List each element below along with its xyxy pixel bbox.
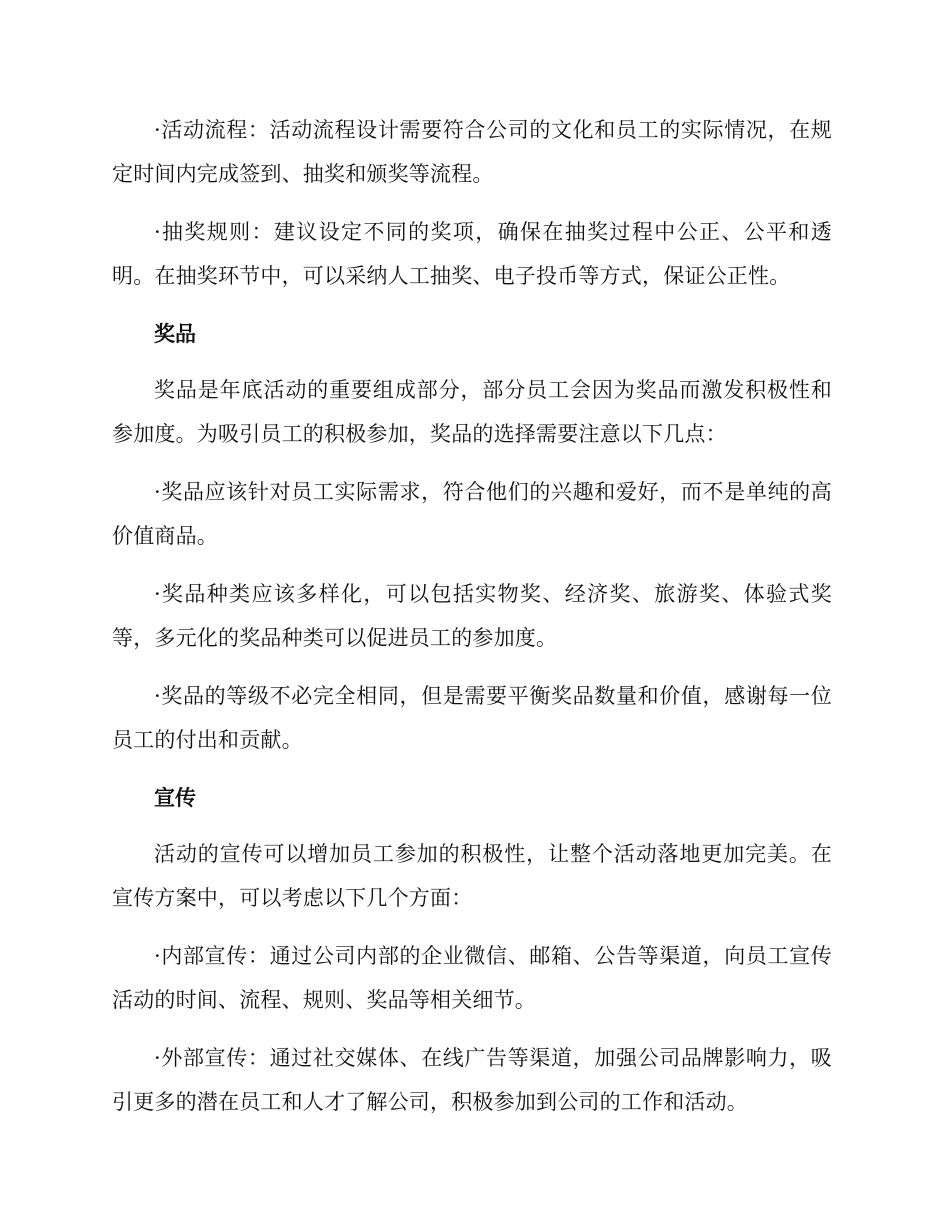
bullet-prize-variety: ·奖品种类应该多样化，可以包括实物奖、经济奖、旅游奖、体验式奖等，多元化的奖品种类可以促进员工的参加度。 bbox=[112, 582, 832, 650]
promotion-intro: 活动的宣传可以增加员工参加的积极性，让整个活动落地更加完美。在宣传方案中，可以考虑以下几个方面： bbox=[112, 842, 832, 910]
prizes-intro: 奖品是年底活动的重要组成部分，部分员工会因为奖品而激发积极性和参加度。为吸引员工的积极参加，奖品的选择需要注意以下几点： bbox=[112, 378, 832, 446]
bullet-external-promotion: ·外部宣传：通过社交媒体、在线广告等渠道，加强公司品牌影响力，吸引更多的潜在员工和人才了解公司，积极参加到公司的工作和活动。 bbox=[112, 1046, 832, 1114]
heading-prizes: 奖品 bbox=[154, 322, 196, 346]
bullet-prize-levels: ·奖品的等级不必完全相同，但是需要平衡奖品数量和价值，感谢每一位员工的付出和贡献。 bbox=[112, 684, 832, 752]
bullet-internal-promotion: ·内部宣传：通过公司内部的企业微信、邮箱、公告等渠道，向员工宣传活动的时间、流程、规则、奖品等相关细节。 bbox=[112, 944, 832, 1012]
bullet-prize-needs: ·奖品应该针对员工实际需求，符合他们的兴趣和爱好，而不是单纯的高价值商品。 bbox=[112, 480, 832, 548]
heading-promotion: 宣传 bbox=[154, 786, 196, 810]
bullet-activity-flow: ·活动流程：活动流程设计需要符合公司的文化和员工的实际情况，在规定时间内完成签到、抽奖和颁奖等流程。 bbox=[112, 118, 832, 186]
bullet-lottery-rules: ·抽奖规则：建议设定不同的奖项，确保在抽奖过程中公正、公平和透明。在抽奖环节中，可以采纳人工抽奖、电子投币等方式，保证公正性。 bbox=[112, 220, 832, 288]
document-page bbox=[112, 108, 832, 1138]
